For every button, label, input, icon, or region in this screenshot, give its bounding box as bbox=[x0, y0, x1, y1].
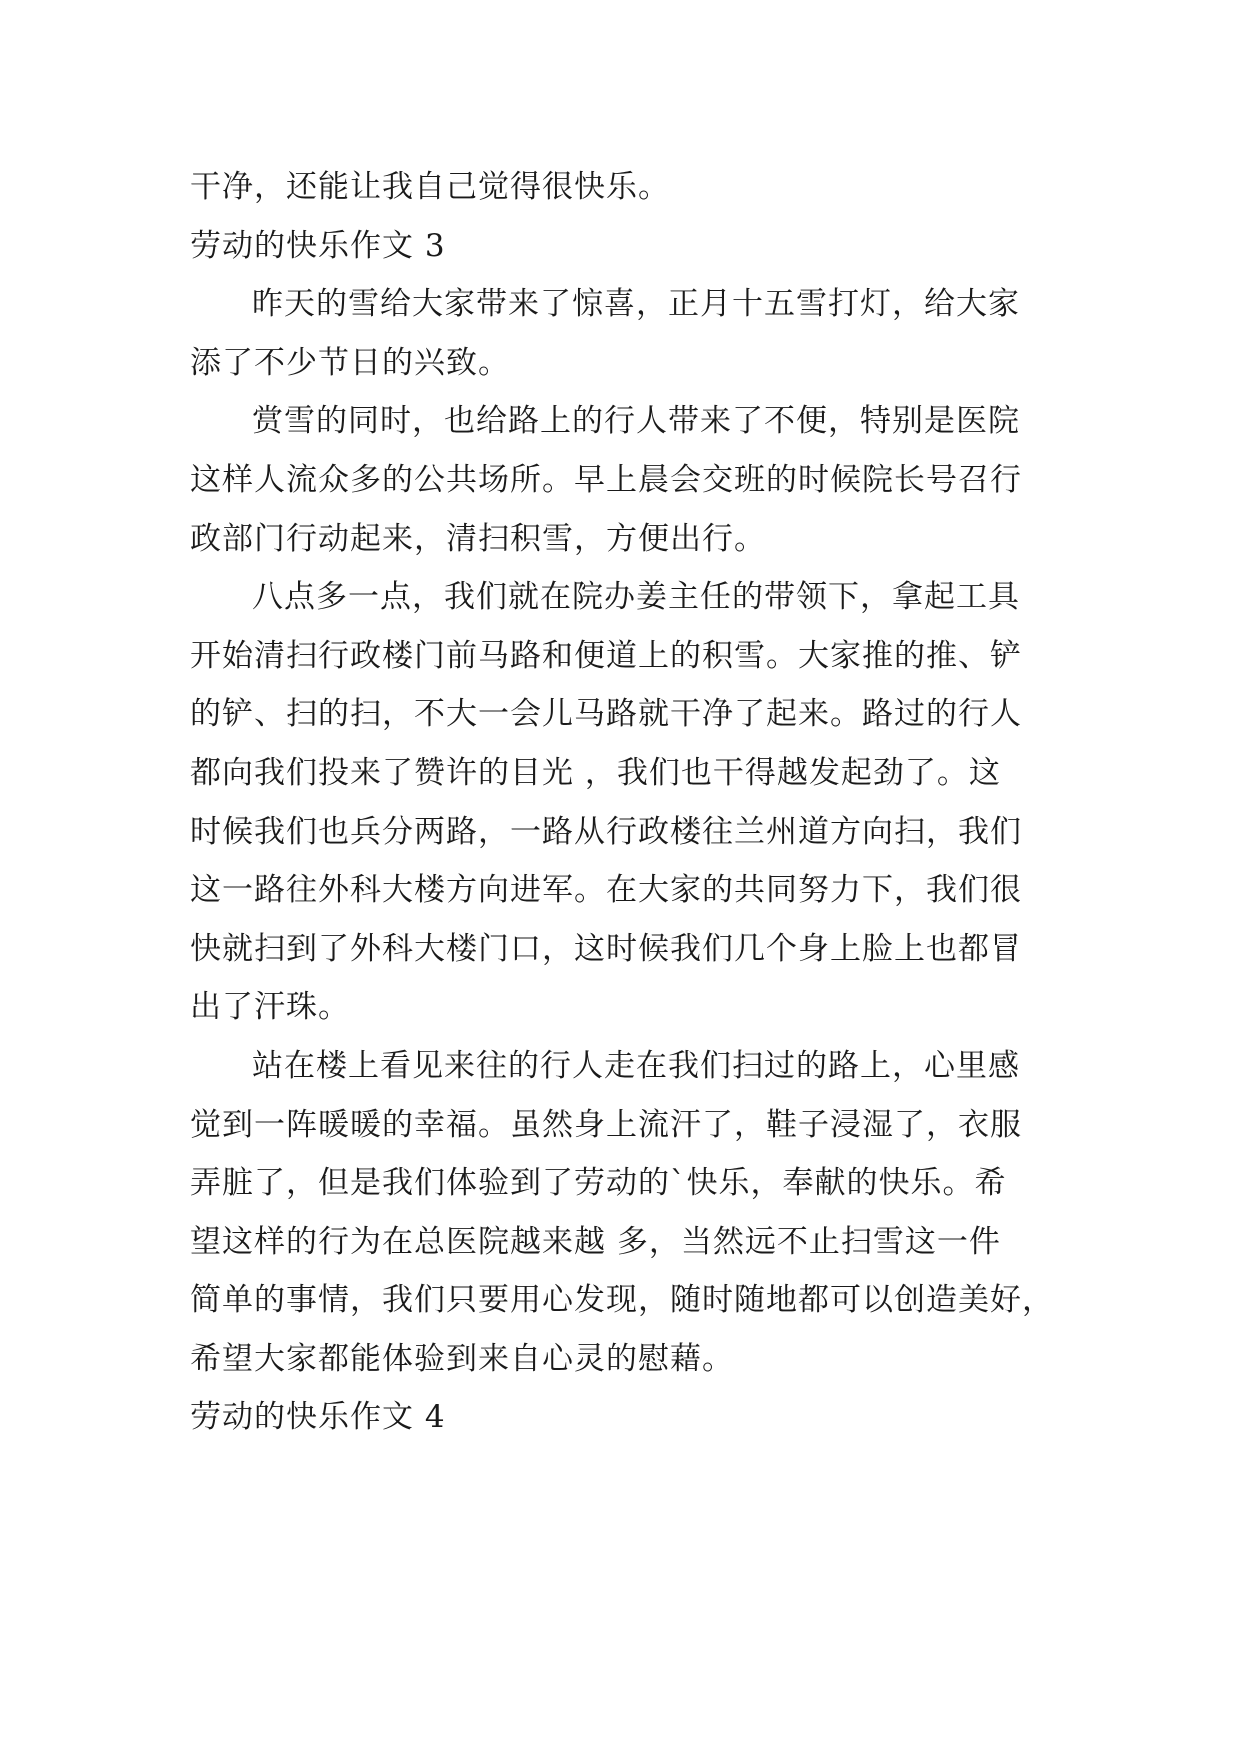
opening-fragment-line: 干净，还能让我自己觉得很快乐。 bbox=[190, 169, 670, 205]
paragraph-line: 昨天的雪给大家带来了惊喜，正月十五雪打灯，给大家 bbox=[252, 286, 1020, 323]
paragraph-line: 这样人流众多的公共场所。早上晨会交班的时候院长号召行 bbox=[190, 461, 1022, 498]
paragraph-2 bbox=[190, 392, 1052, 568]
paragraph-line: 觉到一阵暖暖的幸福。虽然身上流汗了，鞋子浸湿了，衣服 bbox=[190, 1106, 1022, 1143]
document-body bbox=[190, 158, 1052, 1447]
paragraph-1 bbox=[190, 275, 1052, 392]
paragraph-line: 八点多一点，我们就在院办姜主任的带领下，拿起工具 bbox=[252, 579, 1020, 616]
paragraph-line: 简单的事情，我们只要用心发现，随时随地都可以创造美好， bbox=[190, 1282, 1054, 1319]
paragraph-3 bbox=[190, 568, 1052, 1037]
paragraph-line: 开始清扫行政楼门前马路和便道上的积雪。大家推的推、铲 bbox=[190, 637, 1022, 674]
section-3-title: 劳动的快乐作文 3 bbox=[190, 227, 446, 264]
paragraph-line: 站在楼上看见来往的行人走在我们扫过的路上，心里感 bbox=[252, 1047, 1020, 1084]
paragraph-line: 希望大家都能体验到来自心灵的慰藉。 bbox=[190, 1340, 734, 1377]
section-4-title: 劳动的快乐作文 4 bbox=[190, 1399, 446, 1436]
paragraph-line: 政部门行动起来，清扫积雪，方便出行。 bbox=[190, 520, 766, 557]
paragraph-line: 的铲、扫的扫，不大一会儿马路就干净了起来。路过的行人 bbox=[190, 696, 1022, 733]
paragraph-line: 赏雪的同时，也给路上的行人带来了不便，特别是医院 bbox=[252, 403, 1020, 440]
paragraph-line: 望这样的行为在总医院越来越 多，当然远不止扫雪这一件 bbox=[190, 1223, 1001, 1260]
paragraph-line: 快就扫到了外科大楼门口，这时候我们几个身上脸上也都冒 bbox=[190, 930, 1022, 967]
paragraph-line: 弄脏了，但是我们体验到了劳动的`快乐，奉献的快乐。希 bbox=[190, 1165, 1007, 1202]
paragraph-line: 这一路往外科大楼方向进军。在大家的共同努力下，我们很 bbox=[190, 872, 1022, 909]
paragraph-line: 添了不少节日的兴致。 bbox=[190, 344, 510, 381]
paragraph-4 bbox=[190, 1037, 1052, 1389]
paragraph-line: 时候我们也兵分两路，一路从行政楼往兰州道方向扫，我们 bbox=[190, 813, 1022, 850]
paragraph-line: 都向我们投来了赞许的目光 ，我们也干得越发起劲了。这 bbox=[190, 754, 1001, 791]
paragraph-line: 出了汗珠。 bbox=[190, 989, 350, 1026]
